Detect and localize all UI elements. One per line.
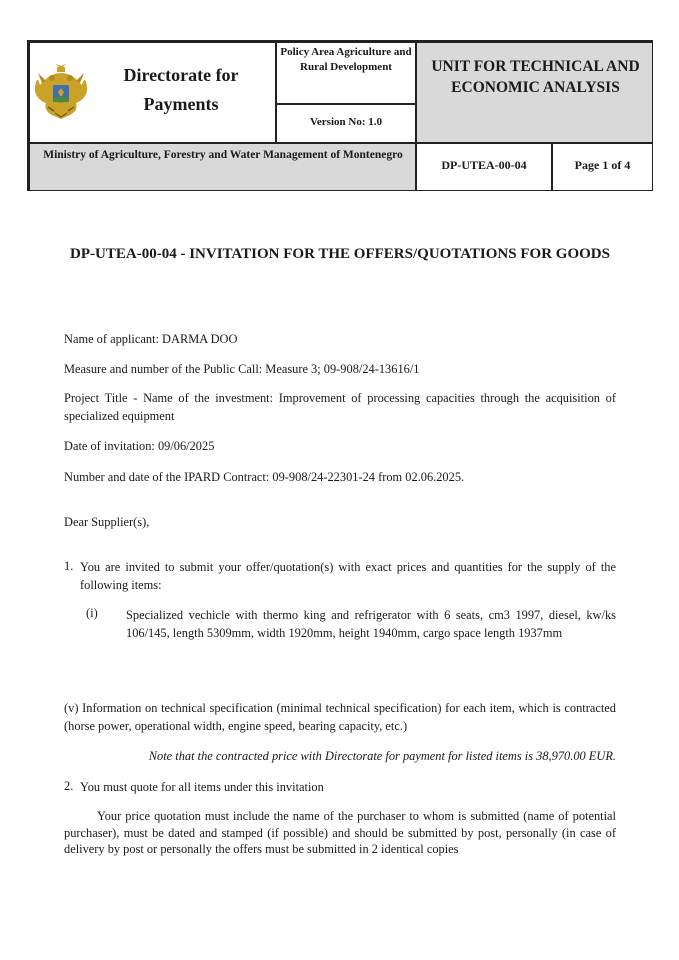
ministry-name: Ministry of Agriculture, Forestry and Water Management of Montenegro [43, 149, 403, 161]
item-2-number: 2. [64, 779, 74, 793]
contracted-price-note: Note that the contracted price with Directorate for payment for listed items is 38,970.00 EUR. [148, 749, 616, 763]
applicant-name: Name of applicant: DARMA DOO [64, 332, 238, 346]
version-label: Version No: 1.0 [309, 116, 382, 128]
directorate-cell [29, 42, 276, 143]
page-number: Page 1 of 4 [574, 158, 631, 172]
policy-area-cell [276, 42, 416, 104]
document-code-cell [416, 143, 552, 191]
greeting: Dear Supplier(s), [64, 515, 150, 529]
policy-area-label: Policy Area Agriculture and Rural Development [280, 46, 412, 73]
page-number-cell [552, 143, 653, 191]
item-2-text: You must quote for all items under this invitation [80, 780, 324, 794]
public-call-measure: Measure and number of the Public Call: Measure 3; 09-908/24-13616/1 [64, 362, 420, 376]
ipard-contract: Number and date of the IPARD Contract: 09-908/24-22301-24 from 02.06.2025. [64, 470, 465, 484]
unit-title: UNIT FOR TECHNICAL AND ECONOMIC ANALYSIS [431, 58, 640, 96]
unit-cell [416, 42, 653, 143]
document-header-table [27, 40, 653, 191]
subitem-number: (i) [86, 606, 98, 620]
technical-specification-info: (v) Information on technical specification (minimal technical specification) for each item, which is contracted (horse power, operational width, engine speed, bearing capacity, etc.) [64, 701, 616, 733]
item-1-number: 1. [64, 559, 74, 573]
document-title: DP-UTEA-00-04 - INVITATION FOR THE OFFERS/QUOTATIONS FOR GOODS [70, 246, 610, 262]
invitation-date: Date of invitation: 09/06/2025 [64, 439, 215, 453]
directorate-title: Directorate for Payments [123, 65, 239, 114]
project-title: Project Title - Name of the investment: Improvement of processing capacities through the acquisition of specialized equipment [64, 391, 616, 423]
item-1-text: You are invited to submit your offer/quotation(s) with exact prices and quantities for the supply of the following items: [80, 560, 616, 592]
document-code: DP-UTEA-00-04 [441, 158, 527, 172]
quotation-requirements: Your price quotation must include the name of the purchaser to whom is submitted (name of potential purchaser), must be dated and stamped (if possible) and should be submitted by post, personally (in case of delivery by post or personally the offers must be submitted in 2 identical copies [64, 809, 616, 856]
version-cell [276, 104, 416, 143]
subitem-text: Specialized vechicle with thermo king and refrigerator with 6 seats, cm3 1997, diesel, kw/ks 106/145, length 5309mm, width 1920mm, height 1940mm, cargo space length 1937mm [126, 608, 616, 640]
ministry-cell [29, 143, 416, 191]
montenegro-coat-of-arms-icon [34, 63, 88, 121]
